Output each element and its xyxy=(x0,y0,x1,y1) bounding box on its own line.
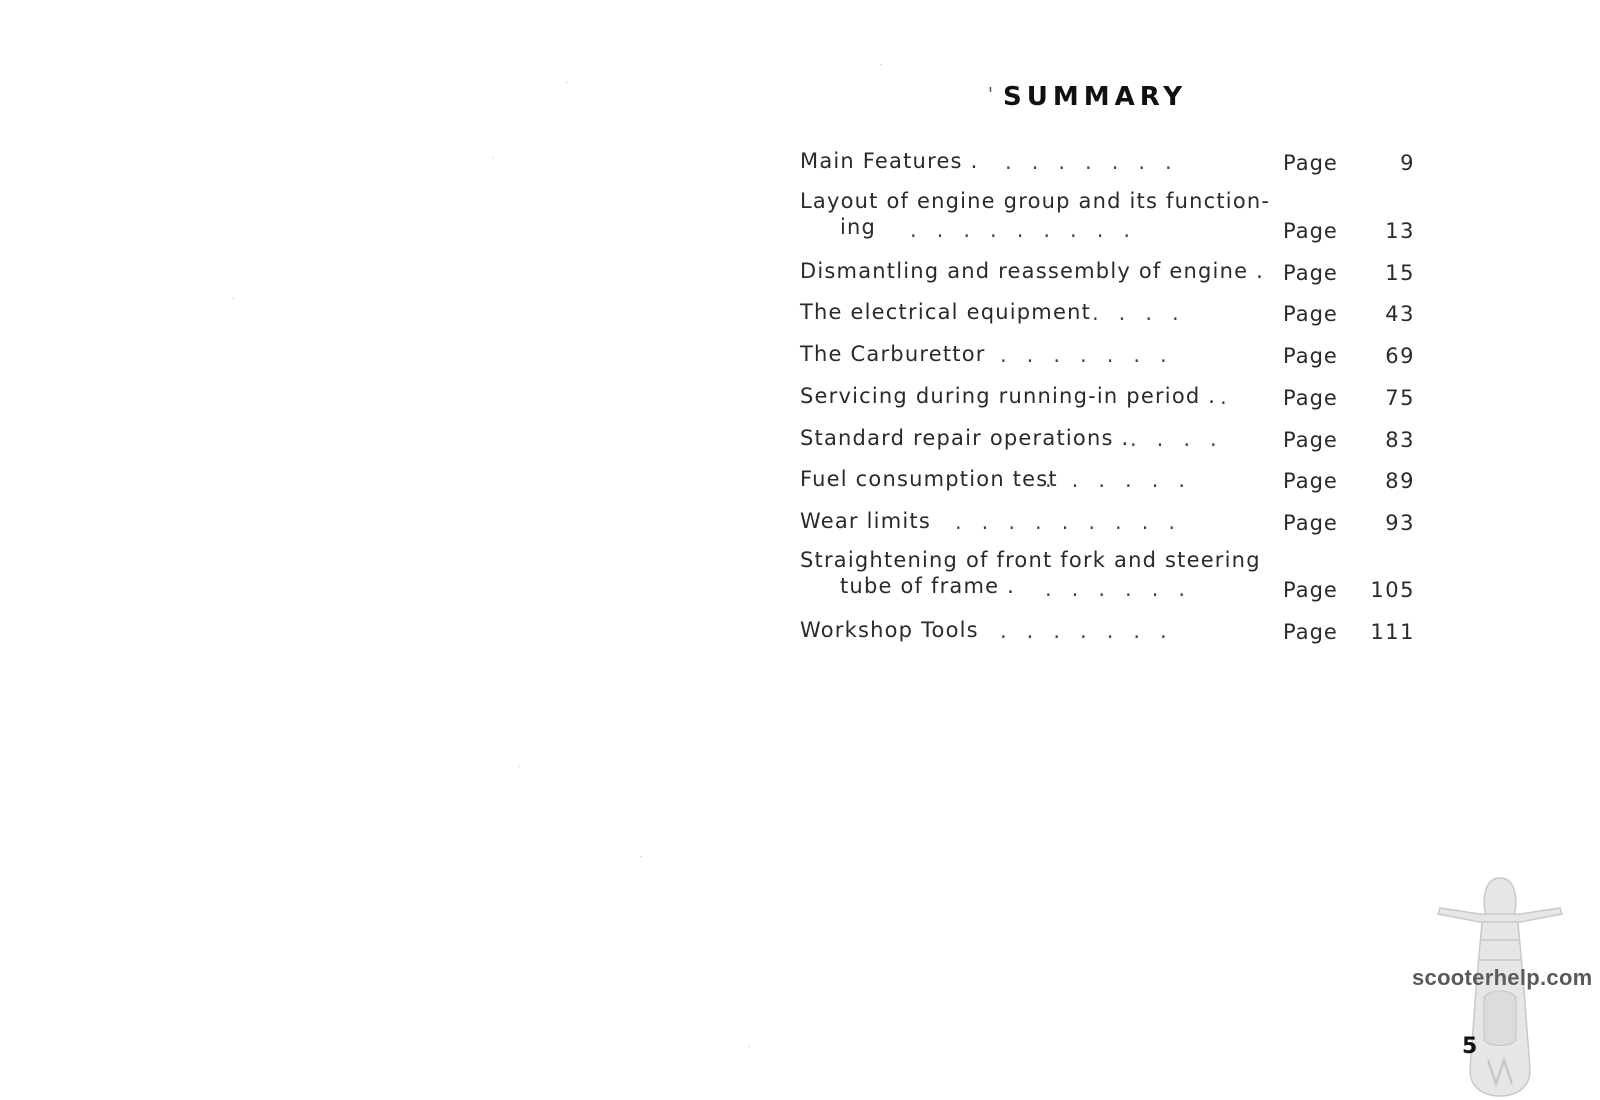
toc-entry xyxy=(800,256,1415,296)
toc-page-label: Page xyxy=(1283,428,1338,452)
toc-entry-title: Dismantling and reassembly of engine . xyxy=(800,259,1264,283)
toc-leader-dots: ...... xyxy=(1045,468,1206,492)
toc-entry xyxy=(800,547,1415,615)
toc-entry-title: The Carburettor xyxy=(800,342,986,366)
toc-leader-dots: ....... xyxy=(1005,150,1192,174)
toc-page-number: 93 xyxy=(1385,511,1415,535)
toc-page-label: Page xyxy=(1283,469,1338,493)
toc-entry-title: Standard repair operations . xyxy=(800,426,1130,450)
toc-page-number: 83 xyxy=(1385,428,1415,452)
toc-page-label: Page xyxy=(1283,511,1338,535)
toc-entry-title: Main Features . xyxy=(800,149,979,173)
toc-page-label: Page xyxy=(1283,219,1338,243)
toc-leader-dots: ......... xyxy=(955,510,1196,534)
toc-entry-title: Fuel consumption test xyxy=(800,467,1058,491)
toc-leader-dots: ......... xyxy=(910,218,1151,242)
toc-page-label: Page xyxy=(1283,620,1338,644)
toc-entry-title: Layout of engine group and its function- xyxy=(800,189,1271,213)
title-tick-mark: ' xyxy=(988,84,993,105)
toc-page-number: 111 xyxy=(1370,620,1415,644)
toc-page-number: 89 xyxy=(1385,469,1415,493)
toc-entry xyxy=(800,339,1415,379)
toc-page-number: 15 xyxy=(1385,261,1415,285)
page-title: SUMMARY xyxy=(1003,82,1188,112)
toc-entry-title-continued: ing xyxy=(840,215,877,239)
toc-page-number: 69 xyxy=(1385,344,1415,368)
toc-page-number: 105 xyxy=(1370,578,1415,602)
toc-entry xyxy=(800,381,1415,421)
toc-entry-title-continued: tube of frame . xyxy=(840,574,1016,598)
toc-page-label: Page xyxy=(1283,344,1338,368)
toc-entry xyxy=(800,615,1415,655)
toc-page-label: Page xyxy=(1283,302,1338,326)
toc-leader-dots: ....... xyxy=(1000,619,1187,643)
toc-entry xyxy=(800,188,1415,256)
toc-leader-dots: ...... xyxy=(1045,577,1206,601)
toc-page-number: 75 xyxy=(1385,386,1415,410)
page-number: 5 xyxy=(1462,1034,1478,1059)
toc-page-number: 43 xyxy=(1385,302,1415,326)
toc-leader-dots: .... xyxy=(1092,301,1199,325)
toc-page-label: Page xyxy=(1283,578,1338,602)
toc-page-label: Page xyxy=(1283,386,1338,410)
toc-entry-title: The electrical equipment xyxy=(800,300,1092,324)
toc-entry-title: Straightening of front fork and steering xyxy=(800,548,1261,572)
toc-entry-title: Workshop Tools xyxy=(800,618,979,642)
toc-entry xyxy=(800,146,1415,186)
toc-page-label: Page xyxy=(1283,151,1338,175)
toc-page-number: 13 xyxy=(1385,219,1415,243)
watermark-text: scooterhelp.com xyxy=(1412,965,1593,990)
toc-entry xyxy=(800,297,1415,337)
toc-entry xyxy=(800,423,1415,463)
toc-page-label: Page xyxy=(1283,261,1338,285)
toc-entry xyxy=(800,506,1415,546)
toc-leader-dots: .... xyxy=(1130,427,1237,451)
toc-entry-title: Servicing during running-in period . xyxy=(800,384,1217,408)
toc-leader-dots: . xyxy=(1220,385,1247,409)
toc-entry xyxy=(800,464,1415,504)
toc-leader-dots: ....... xyxy=(1000,343,1187,367)
toc-page-number: 9 xyxy=(1400,151,1415,175)
toc-entry-title: Wear limits xyxy=(800,509,931,533)
